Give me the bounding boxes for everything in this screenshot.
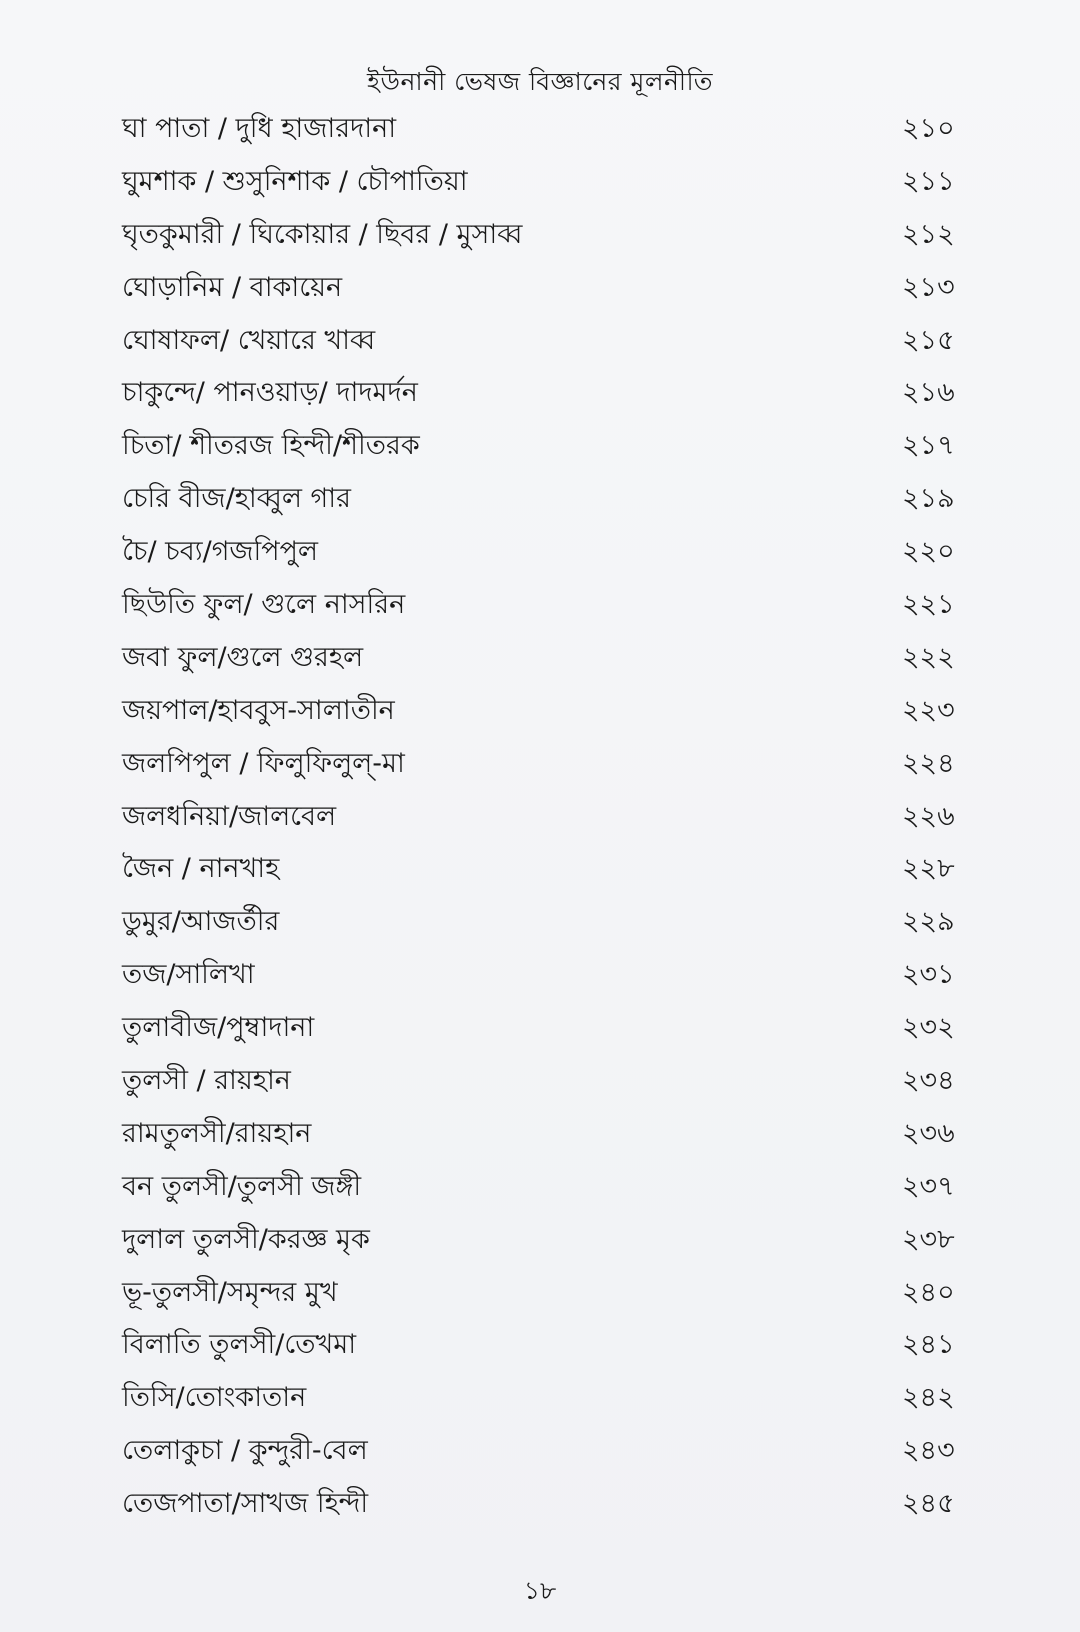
entry-name: ঘোষাফল/ খেয়ারে খাব্ব (122, 324, 376, 356)
entry-name: জলধনিয়া/জালবেল (122, 800, 337, 832)
entry-page-number: ২২১ (902, 588, 955, 620)
entry-page-number: ২৪২ (902, 1382, 955, 1414)
contents-entry (122, 1373, 972, 1426)
contents-entry (122, 897, 972, 950)
entry-page-number: ২২৮ (902, 853, 955, 885)
contents-entry (122, 950, 972, 1003)
entry-page-number: ২২৩ (902, 694, 955, 726)
contents-entry (122, 844, 972, 897)
contents-entry (122, 1056, 972, 1109)
contents-entry (122, 527, 972, 580)
entry-page-number: ২৩১ (902, 959, 955, 991)
entry-name: দুলাল তুলসী/করজ্ঞ মৃক (122, 1223, 370, 1255)
contents-entry (122, 1268, 972, 1321)
contents-entry (122, 1426, 972, 1479)
entry-name: রামতুলসী/রায়হান (122, 1117, 312, 1149)
contents-entry (122, 1479, 972, 1532)
entry-page-number: ২১৫ (902, 324, 955, 356)
entry-page-number: ২১৭ (902, 430, 955, 462)
entry-page-number: ২৪১ (902, 1329, 955, 1361)
entry-page-number: ২১০ (902, 112, 955, 144)
contents-entry (122, 1162, 972, 1215)
entry-page-number: ২৩৭ (902, 1170, 955, 1202)
entry-page-number: ২২৯ (902, 906, 955, 938)
entry-name: জলপিপুল / ফিলুফিলুল্-মা (122, 747, 405, 779)
contents-entry (122, 316, 972, 369)
entry-name: জবা ফুল/গুলে গুরহল (122, 641, 364, 673)
entry-page-number: ২৪০ (902, 1276, 955, 1308)
entry-name: তেজপাতা/সাখজ হিন্দী (122, 1488, 369, 1520)
entry-page-number: ২৪৩ (902, 1435, 955, 1467)
entry-name: তুলাবীজ/পুম্বাদানা (122, 1012, 315, 1044)
entry-page-number: ২১৬ (902, 377, 955, 409)
contents-entry (122, 474, 972, 527)
entry-page-number: ২৩৮ (902, 1223, 955, 1255)
contents-entry (122, 368, 972, 421)
contents-entry (122, 580, 972, 633)
entry-name: ঘোড়ানিম / বাকায়েন (122, 271, 343, 303)
entry-name: ডুমুর/আজর্তীর (122, 906, 280, 938)
contents-entry (122, 104, 972, 157)
contents-entry (122, 1109, 972, 1162)
entry-name: বিলাতি তুলসী/তেখমা (122, 1329, 357, 1361)
entry-page-number: ২১২ (902, 218, 955, 250)
entry-name: বন তুলসী/তুলসী জঙ্গী (122, 1170, 362, 1202)
contents-entry (122, 1003, 972, 1056)
entry-name: ঘা পাতা / দুধি হাজারদানা (122, 112, 397, 144)
entry-name: চৈ/ চব্য/গজপিপুল (122, 536, 319, 568)
entry-name: চেরি বীজ/হাব্বুল গার (122, 483, 351, 515)
entry-page-number: ২১৩ (902, 271, 955, 303)
contents-entry (122, 1215, 972, 1268)
entry-name: তিসি/তোংকাতান (122, 1382, 307, 1414)
entry-page-number: ২১১ (902, 165, 955, 197)
entry-name: ঘৃতকুমারী / ঘিকোয়ার / ছিবর / মুসাব্ব (122, 218, 523, 250)
contents-entry (122, 157, 972, 210)
entry-page-number: ২৩২ (902, 1012, 955, 1044)
entry-page-number: ২৩৬ (902, 1117, 955, 1149)
entry-page-number: ২২৪ (902, 747, 955, 779)
page-number: ১৮ (523, 1576, 557, 1605)
entry-name: জৈন / নানখাহ (122, 853, 280, 885)
contents-entry (122, 210, 972, 263)
entry-page-number: ২৩৪ (902, 1064, 955, 1096)
entry-page-number: ২২৬ (902, 800, 955, 832)
entry-name: ঘুমশাক / শুসুনিশাক / চৌপাতিয়া (122, 165, 468, 197)
contents-entry (122, 739, 972, 792)
entry-name: তেলাকুচা / কুন্দুরী-বেল (122, 1435, 368, 1467)
entry-name: ভূ-তুলসী/সমৃন্দর মুখ (122, 1276, 338, 1308)
contents-entry (122, 421, 972, 474)
contents-entry (122, 1320, 972, 1373)
contents-list (122, 104, 972, 1532)
contents-entry (122, 633, 972, 686)
entry-name: ছিউতি ফুল/ গুলে নাসরিন (122, 588, 406, 620)
entry-name: তজ/সালিখা (122, 959, 255, 991)
contents-entry (122, 792, 972, 845)
entry-page-number: ২২২ (902, 641, 955, 673)
entry-page-number: ২৪৫ (902, 1488, 955, 1520)
entry-name: তুলসী / রায়হান (122, 1064, 291, 1096)
entry-page-number: ২২০ (902, 536, 955, 568)
contents-entry (122, 686, 972, 739)
entry-name: চিতা/ শীতরজ হিন্দী/শীতরক (122, 430, 420, 462)
entry-name: চাকুন্দে/ পানওয়াড়/ দাদমর্দন (122, 377, 418, 409)
page-header-title: ইউনানী ভেষজ বিজ্ঞানের মূলনীতি (367, 67, 713, 96)
entry-name: জয়পাল/হাববুস-সালাতীন (122, 694, 395, 726)
contents-entry (122, 263, 972, 316)
entry-page-number: ২১৯ (902, 483, 955, 515)
